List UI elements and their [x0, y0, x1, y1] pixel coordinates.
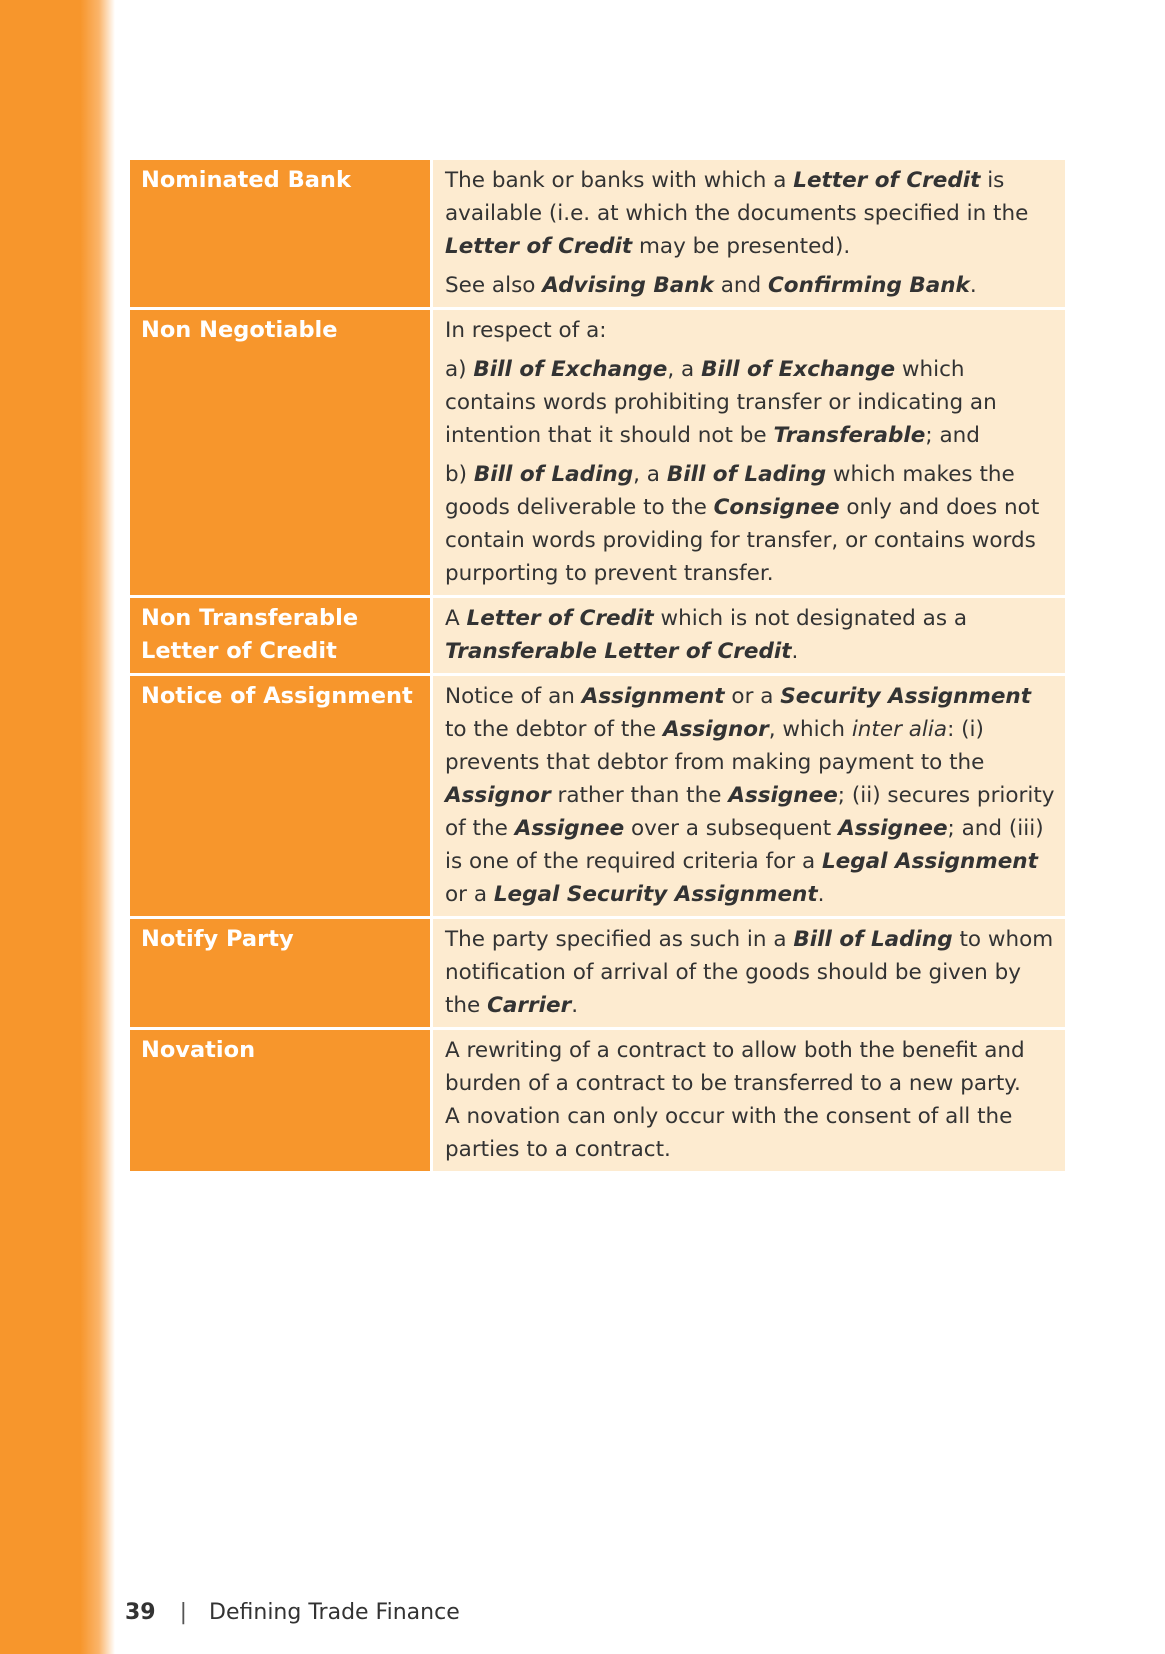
- term-non-negotiable: Non Negotiable: [130, 310, 433, 598]
- definition-paragraph: A novation can only occur with the consent of all the parties to a contract.: [445, 1104, 1013, 1162]
- definition-paragraph: a) Bill of Exchange, a Bill of Exchange which contains words prohibiting transfer or indicating an intention that it should not be Transferable; and: [445, 357, 997, 448]
- glossary-row-notify-party: [130, 919, 1065, 1030]
- glossary-row-notice-of-assignment: [130, 676, 1065, 919]
- definition-paragraph: See also Advising Bank and Confirming Bank.: [445, 273, 977, 298]
- definition-paragraph: A rewriting of a contract to allow both the benefit and burden of a contract to be transferred to a new party.: [445, 1038, 1025, 1096]
- side-color-band: [0, 0, 115, 1654]
- term-notice-of-assignment: Notice of Assignment: [130, 676, 433, 919]
- definition-nominated-bank: [433, 160, 1065, 310]
- term-novation: Novation: [130, 1030, 433, 1171]
- definition-notice-of-assignment: [433, 676, 1065, 919]
- definition-non-negotiable: [433, 310, 1065, 598]
- definition-paragraph: A Letter of Credit which is not designated as a Transferable Letter of Credit.: [445, 606, 968, 664]
- definition-non-transferable-lc: [433, 598, 1065, 676]
- glossary-row-non-transferable-lc: [130, 598, 1065, 676]
- glossary-row-novation: [130, 1030, 1065, 1171]
- footer-title: Defining Trade Finance: [209, 1600, 460, 1625]
- glossary-row-non-negotiable: [130, 310, 1065, 598]
- definition-paragraph: In respect of a:: [445, 318, 607, 343]
- glossary-row-nominated-bank: [130, 160, 1065, 310]
- term-nominated-bank: Nominated Bank: [130, 160, 433, 310]
- definition-paragraph: The party specified as such in a Bill of Lading to whom notification of arrival of the goods should be given by the Carrier.: [445, 927, 1054, 1018]
- definition-novation: [433, 1030, 1065, 1171]
- definition-notify-party: [433, 919, 1065, 1030]
- term-notify-party: Notify Party: [130, 919, 433, 1030]
- definition-paragraph: The bank or banks with which a Letter of Credit is available (i.e. at which the documents specified in the Letter of Credit may be presented).: [445, 168, 1029, 259]
- page-footer: [125, 1598, 460, 1628]
- page-number: 39: [125, 1600, 156, 1625]
- term-non-transferable-lc: Non Transferable Letter of Credit: [130, 598, 433, 676]
- definition-paragraph: Notice of an Assignment or a Security Assignment to the debtor of the Assignor, which inter alia: (i) prevents that debtor from making payment to the Assignor rather than the Assignee; (ii) secures priority of the Assignee over a subsequent Assignee; and (iii) is one of the required criteria for a Legal Assignment or a Legal Security Assignment.: [445, 684, 1055, 907]
- definition-paragraph: b) Bill of Lading, a Bill of Lading which makes the goods deliverable to the Consignee only and does not contain words providing for transfer, or contains words purporting to prevent transfer.: [445, 462, 1040, 586]
- footer-separator: |: [179, 1600, 188, 1625]
- glossary-table: [130, 160, 1065, 1171]
